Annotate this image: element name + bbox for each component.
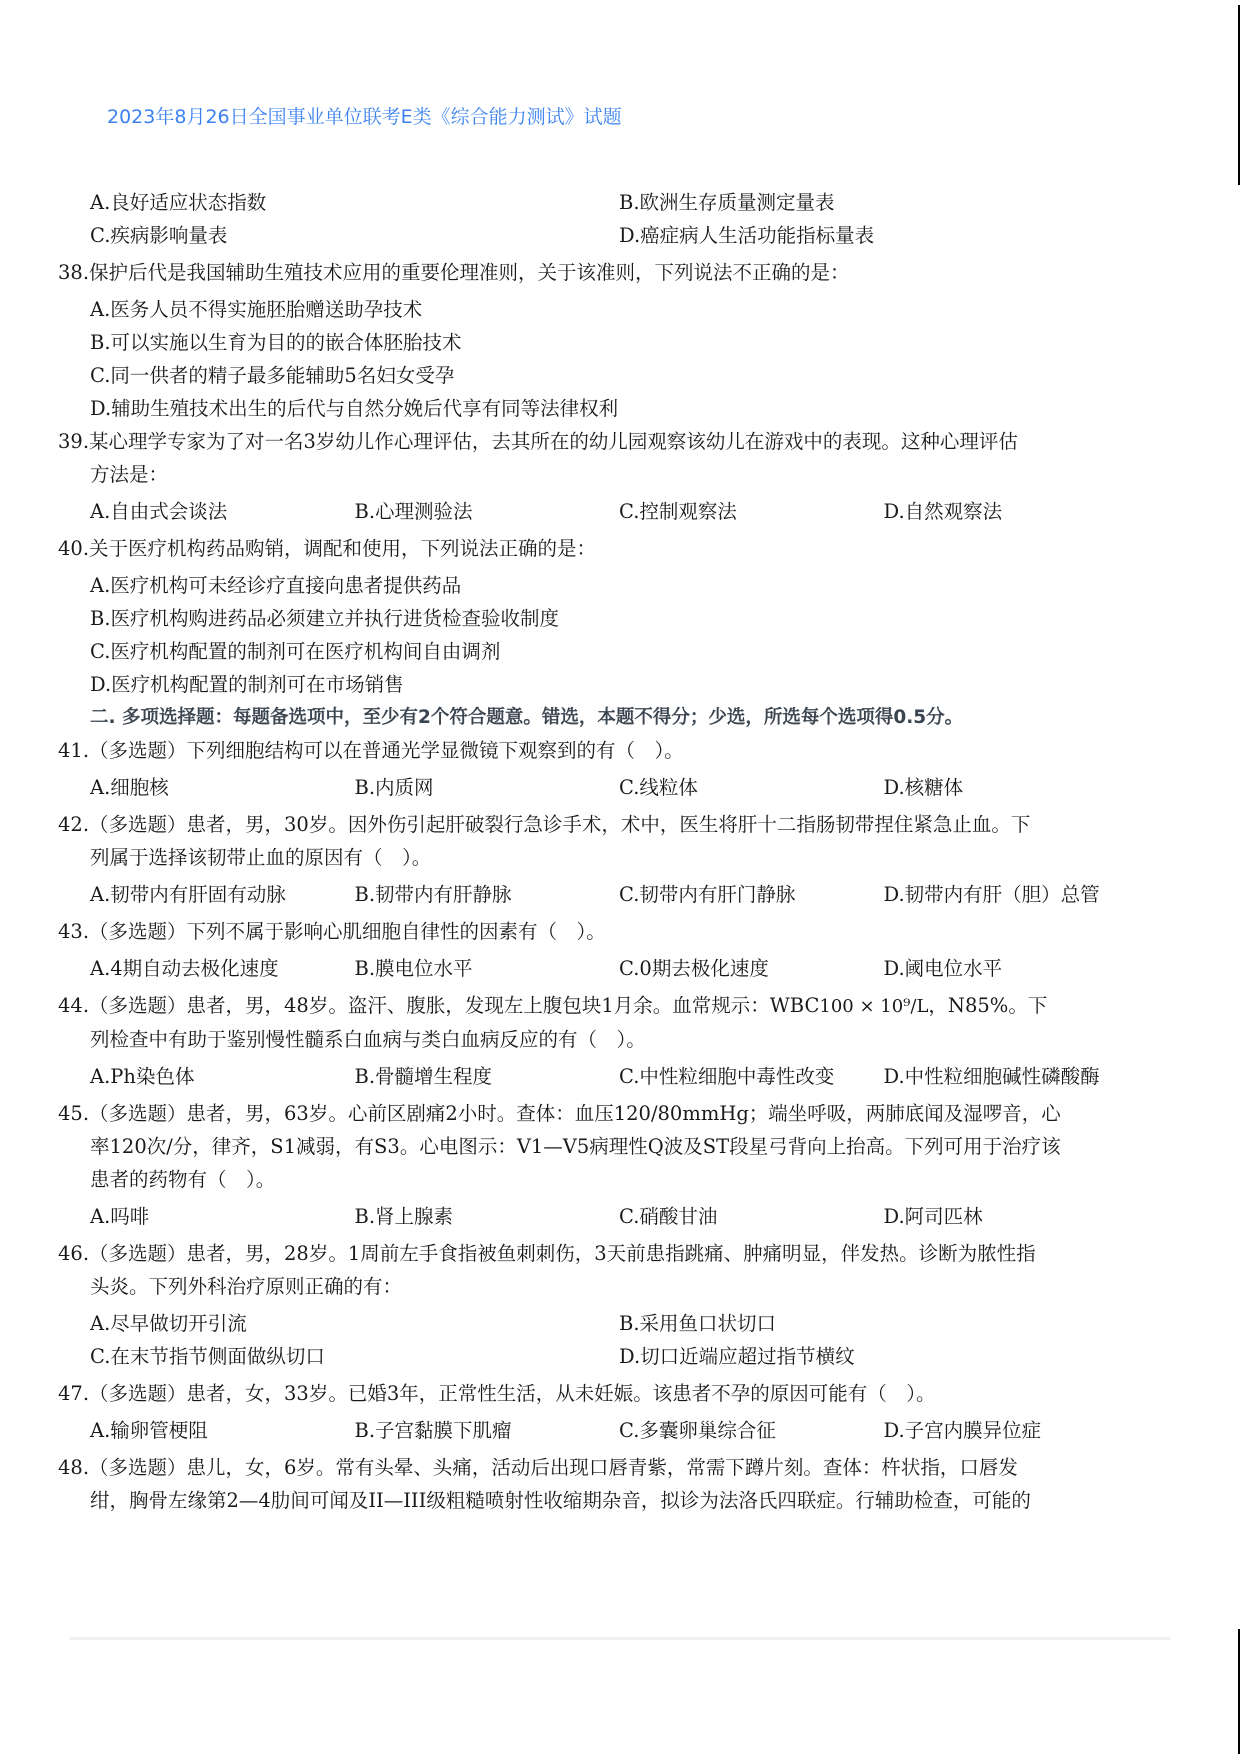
q47-options xyxy=(58,1414,1148,1447)
q45-option-a: A.吗啡 xyxy=(90,1205,150,1228)
q42-stem-line-2: 列属于选择该韧带止血的原因有（ ）。 xyxy=(90,846,432,869)
q38-option-c: C.同一供者的精子最多能辅助5名妇女受孕 xyxy=(90,364,455,387)
q44-stem-line-1 xyxy=(58,989,1148,1023)
page-footer-divider xyxy=(70,1637,1170,1640)
q46-stem-line-2: 头炎。下列外科治疗原则正确的有： xyxy=(90,1275,403,1298)
q39-stem-line-1: 39.某心理学专家为了对一名3岁幼儿作心理评估，去其所在的幼儿园观察该幼儿在游戏中的表现。这种心理评估 xyxy=(58,430,1018,453)
q39-stem-line-2: 方法是： xyxy=(90,463,169,486)
q40-option-d: D.医疗机构配置的制剂可在市场销售 xyxy=(90,673,404,696)
q43-option-c: C.0期去极化速度 xyxy=(619,957,769,980)
document-title: 2023年8月26日全国事业单位联考E类《综合能力测试》试题 xyxy=(107,106,622,128)
q44-option-b: B.骨髓增生程度 xyxy=(354,1065,493,1088)
q47-option-d: D.子宫内膜异位症 xyxy=(883,1419,1042,1442)
q42-stem-line-1: 42.（多选题）患者，男，30岁。因外伤引起肝破裂行急诊手术，术中，医生将肝十二指肠韧带捏住紧急止血。下 xyxy=(58,813,1031,836)
q48-stem-line-2: 绀，胸骨左缘第2—4肋间可闻及II—III级粗糙喷射性收缩期杂音，拟诊为法洛氏四联症。行辅助检查，可能的 xyxy=(90,1489,1031,1512)
q46-stem-line-1: 46.（多选题）患者，男，28岁。1周前左手食指被鱼刺刺伤，3天前患指跳痛、肿痛明显，伴发热。诊断为脓性指 xyxy=(58,1242,1036,1265)
q44-option-d: D.中性粒细胞碱性磷酸酶 xyxy=(883,1065,1100,1088)
q37-option-c: C.疾病影响量表 xyxy=(90,224,228,247)
section-heading-multiple-choice: 二. 多项选择题：每题备选项中，至少有2个符合题意。错选，本题不得分；少选，所选每个选项得0.5分。 xyxy=(90,707,964,728)
q43-option-d: D.阈电位水平 xyxy=(883,957,1003,980)
q47-option-a: A.输卵管梗阻 xyxy=(90,1419,208,1442)
q44-wbc-formula: 100 × 10⁹/L xyxy=(819,996,929,1017)
q43-option-b: B.膜电位水平 xyxy=(354,957,473,980)
q38-option-b: B.可以实施以生育为目的的嵌合体胚胎技术 xyxy=(90,331,462,354)
q46-option-d: D.切口近端应超过指节横纹 xyxy=(619,1345,855,1368)
q46-options-row-1 xyxy=(58,1307,1148,1340)
q46-option-a: A.尽早做切开引流 xyxy=(90,1312,247,1335)
q44-option-c: C.中性粒细胞中毒性改变 xyxy=(619,1065,835,1088)
q39-option-b: B.心理测验法 xyxy=(354,500,473,523)
q40-stem: 40.关于医疗机构药品购销，调配和使用，下列说法正确的是： xyxy=(58,537,597,560)
q39-options xyxy=(58,495,1148,528)
q41-option-c: C.线粒体 xyxy=(619,776,698,799)
q45-stem-line-3: 患者的药物有（ ）。 xyxy=(90,1168,276,1191)
q43-stem: 43.（多选题）下列不属于影响心肌细胞自律性的因素有（ ）。 xyxy=(58,920,606,943)
q46-option-b: B.采用鱼口状切口 xyxy=(619,1312,777,1335)
exam-content xyxy=(58,186,1148,1517)
q39-option-a: A.自由式会谈法 xyxy=(90,500,228,523)
q47-option-c: C.多囊卵巢综合征 xyxy=(619,1419,776,1442)
q39-option-d: D.自然观察法 xyxy=(883,500,1003,523)
q45-option-c: C.硝酸甘油 xyxy=(619,1205,718,1228)
q44-option-a: A.Ph染色体 xyxy=(90,1065,195,1088)
q42-option-c: C.韧带内有肝门静脉 xyxy=(619,883,796,906)
q40-option-c: C.医疗机构配置的制剂可在医疗机构间自由调剂 xyxy=(90,640,501,663)
q44-stem-pre: 44.（多选题）患者，男，48岁。盗汗、腹胀，发现左上腹包块1月余。血常规示：WBC xyxy=(58,994,820,1017)
q37-option-b: B.欧洲生存质量测定量表 xyxy=(619,191,835,214)
q42-option-b: B.韧带内有肝静脉 xyxy=(354,883,512,906)
q46-options-row-2 xyxy=(58,1340,1148,1373)
q38-option-d: D.辅助生殖技术出生的后代与自然分娩后代享有同等法律权利 xyxy=(90,397,619,420)
q41-option-d: D.核糖体 xyxy=(883,776,964,799)
q43-options xyxy=(58,952,1148,985)
q38-option-a: A.医务人员不得实施胚胎赠送助孕技术 xyxy=(90,298,423,321)
q44-stem-line-2: 列检查中有助于鉴别慢性髓系白血病与类白血病反应的有（ ）。 xyxy=(90,1028,646,1051)
q37-options-row-2 xyxy=(58,219,1148,252)
q47-stem: 47.（多选题）患者，女，33岁。已婚3年，正常性生活，从未妊娠。该患者不孕的原因可能有（ ）。 xyxy=(58,1382,936,1405)
q45-options xyxy=(58,1200,1148,1233)
q41-option-b: B.内质网 xyxy=(354,776,434,799)
q42-option-d: D.韧带内有肝（胆）总管 xyxy=(883,883,1100,906)
q44-stem-post: ，N85%。下 xyxy=(928,994,1048,1017)
q38-stem: 38.保护后代是我国辅助生殖技术应用的重要伦理准则，关于该准则，下列说法不正确的是： xyxy=(58,261,850,284)
q45-stem-line-1: 45.（多选题）患者，男，63岁。心前区剧痛2小时。查体：血压120/80mmHg；端坐呼吸，两肺底闻及湿啰音，心 xyxy=(58,1102,1061,1125)
q37-options-row-1 xyxy=(58,186,1148,219)
q41-options xyxy=(58,771,1148,804)
q42-option-a: A.韧带内有肝固有动脉 xyxy=(90,883,286,906)
q37-option-d: D.癌症病人生活功能指标量表 xyxy=(619,224,875,247)
q47-option-b: B.子宫黏膜下肌瘤 xyxy=(354,1419,512,1442)
q48-stem-line-1: 48.（多选题）患儿，女，6岁。常有头晕、头痛，活动后出现口唇青紫，常需下蹲片刻。查体：杵状指，口唇发 xyxy=(58,1456,1018,1479)
q44-options xyxy=(58,1060,1148,1093)
q43-option-a: A.4期自动去极化速度 xyxy=(90,957,279,980)
q39-option-c: C.控制观察法 xyxy=(619,500,737,523)
q41-stem: 41.（多选题）下列细胞结构可以在普通光学显微镜下观察到的有（ ）。 xyxy=(58,739,684,762)
q41-option-a: A.细胞核 xyxy=(90,776,169,799)
q42-options xyxy=(58,878,1148,911)
q45-stem-line-2: 率120次/分，律齐，S1减弱，有S3。心电图示：V1—V5病理性Q波及ST段星弓背向上抬高。下列可用于治疗该 xyxy=(90,1135,1061,1158)
q45-option-b: B.肾上腺素 xyxy=(354,1205,454,1228)
q46-option-c: C.在末节指节侧面做纵切口 xyxy=(90,1345,325,1368)
q40-option-a: A.医疗机构可未经诊疗直接向患者提供药品 xyxy=(90,574,462,597)
q37-option-a: A.良好适应状态指数 xyxy=(90,191,267,214)
q40-option-b: B.医疗机构购进药品必须建立并执行进货检查验收制度 xyxy=(90,607,560,630)
q45-option-d: D.阿司匹林 xyxy=(883,1205,983,1228)
